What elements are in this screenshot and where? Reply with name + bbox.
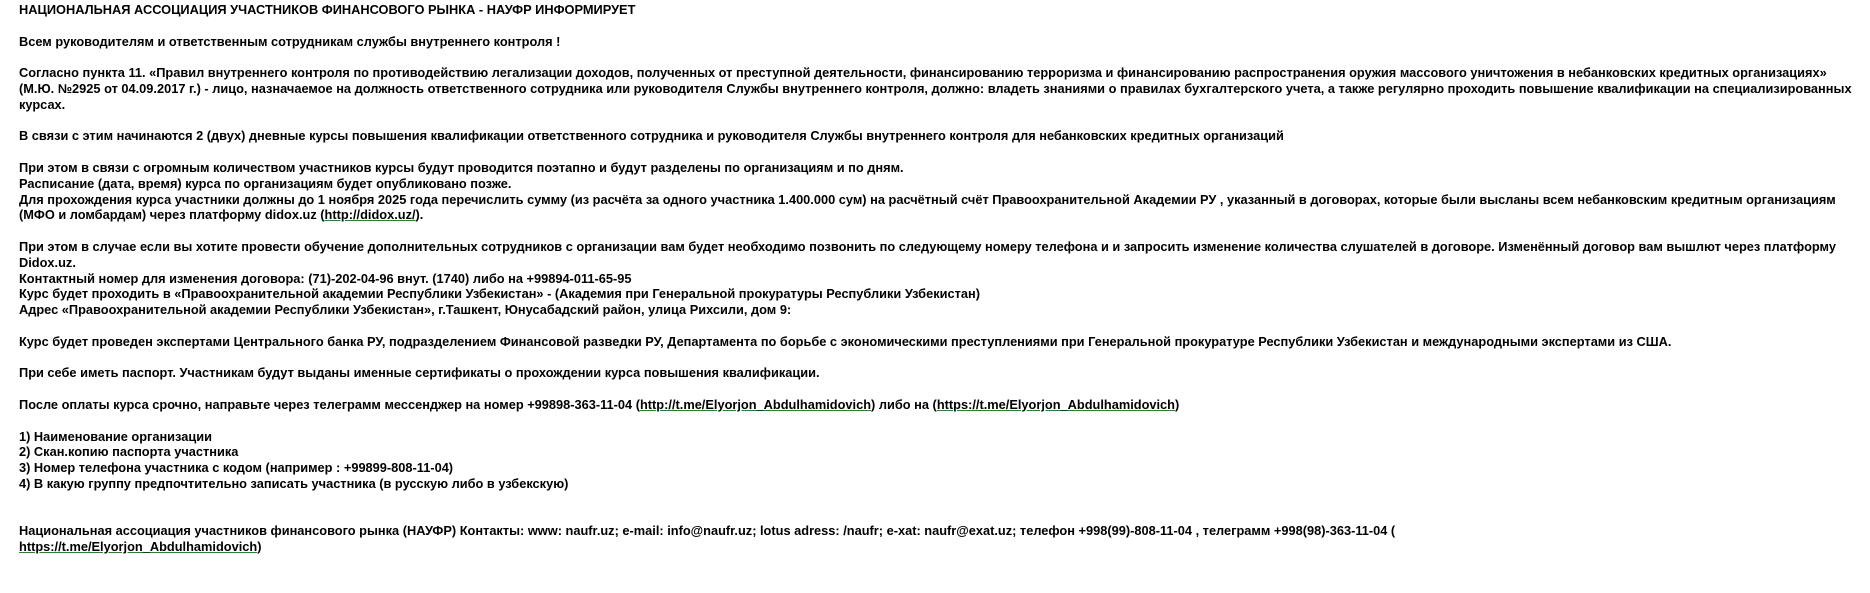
telegram-text: После оплаты курса срочно, направьте через телеграмм мессенджер на номер +99898-363-11-04 ( (19, 396, 640, 412)
paragraph-telegram (19, 397, 1852, 413)
list-item: 4) В какую группу предпочтительно записать участника (в русскую либо в узбекскую) (19, 475, 569, 491)
document-title: НАЦИОНАЛЬНАЯ АССОЦИАЦИЯ УЧАСТНИКОВ ФИНАНСОВОГО РЫНКА - НАУФР ИНФОРМИРУЕТ (19, 2, 636, 17)
payment-text: Для прохождения курса участники должны до 1 ноября 2025 года перечислить сумму (из расчёта за одного участника 1.400.000 сум) на расчётный счёт Правоохранительной Академии РУ , указанный в договорах, которые были высланы всем небанковским кредитным организациям (МФО и ломбардам) через платформу didox.uz ( (19, 191, 1836, 223)
footer-telegram-link[interactable]: https://t.me/Elyorjon_Abdulhamidovich (19, 539, 258, 555)
list-item: 2) Скан.копию паспорта участника (19, 444, 239, 460)
payment-text-end: ). (415, 207, 424, 223)
footer-text-end: ) (257, 539, 262, 555)
telegram-text-middle: ) либо на ( (871, 396, 937, 412)
didox-link[interactable]: http://didox.uz/ (324, 207, 416, 223)
paragraph-courses: В связи с этим начинаются 2 (двух) дневные курсы повышения квалификации ответственного сотрудника и руководителя Службы внутреннего контроля для небанковских кредитных организаций (19, 128, 1284, 144)
paragraph-passport: При себе иметь паспорт. Участникам будут выданы именные сертификаты о прохождении курса повышения квалификации. (19, 365, 820, 381)
telegram-link-2[interactable]: https://t.me/Elyorjon_Abdulhamidovich (936, 396, 1175, 412)
footer-text: Национальная ассоциация участников финансового рынка (НАУФР) Контакты: www: naufr.uz; e-mail: info@naufr.uz; lotus adress: /naufr; e-xat: naufr@exat.uz; телефон +998(99)-808-11-04 , телеграмм +998(98)-363-11-04 ( (19, 523, 1396, 539)
paragraph-payment (19, 192, 1852, 224)
course-location: Курс будет проходить в «Правоохранительной академии Республики Узбекистан» - (Академия при Генеральной прокуратуры Республики Узбекистан) (19, 286, 980, 302)
paragraph-experts: Курс будет проведен экспертами Центрального банка РУ, подразделением Финансовой разведки РУ, Департамента по борьбе с экономическими преступлениями при Генеральной прокуратуре Республики Узбекистан и международными экспертами из США. (19, 333, 1672, 349)
footer-contacts (19, 523, 1852, 555)
paragraph-stages: При этом в связи с огромным количеством участников курсы будут проводится поэтапно и будут разделены по организациям и по дням. (19, 159, 904, 175)
contact-number: Контактный номер для изменения договора: (71)-202-04-96 внут. (1740) либо на +99894-011-65-95 (19, 270, 632, 286)
list-item: 3) Номер телефона участника с кодом (например : +99899-808-11-04) (19, 460, 454, 476)
paragraph-schedule: Расписание (дата, время) курса по организациям будет опубликовано позже. (19, 175, 512, 191)
academy-address: Адрес «Правоохранительной академии Республики Узбекистан», г.Ташкент, Юнусабадский район, улица Рихсили, дом 9: (19, 302, 792, 318)
list-item: 1) Наименование организации (19, 428, 212, 444)
greeting: Всем руководителям и ответственным сотрудникам службы внутреннего контроля ! (19, 33, 561, 49)
paragraph-regulation: Согласно пункта 11. «Правил внутреннего контроля по противодействию легализации доходов, полученных от преступной деятельности, финансированию терроризма и финансированию распространения оружия массового уничтожения в небанковских кредитных организациях» (М.Ю. №2925 от 04.09.2017 г.) - лицо, назначаемое на должность ответственного сотрудника или руководителя Службы внутреннего контроля, должно: владеть знаниями о правилах бухгалтерского учета, а также регулярно проходить повышение квалификации на специализированных курсах. (19, 65, 1852, 112)
telegram-text-end: ) (1175, 396, 1180, 412)
paragraph-additional: При этом в случае если вы хотите провести обучение дополнительных сотрудников с организации вам будет необходимо позвонить по следующему номеру телефона и и запросить изменение количества слушателей в договоре. Изменённый договор вам вышлют через платформу Didox.uz. (19, 238, 1836, 270)
telegram-link-1[interactable]: http://t.me/Elyorjon_Abdulhamidovich (639, 396, 872, 412)
